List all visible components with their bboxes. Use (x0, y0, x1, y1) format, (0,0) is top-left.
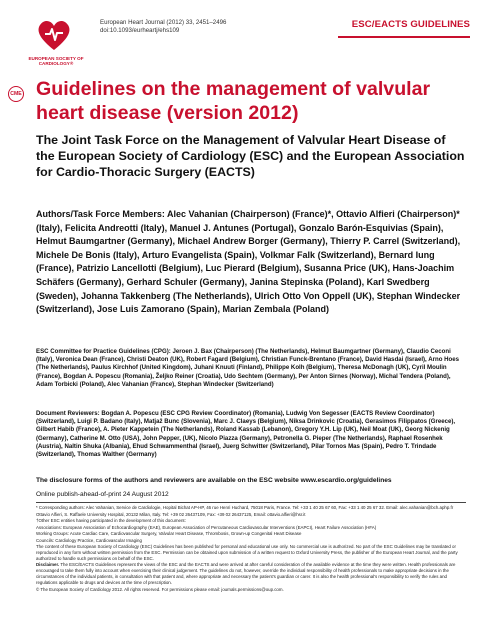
header-rule (338, 36, 470, 38)
doi: doi:10.1093/eurheartj/ehs109 (100, 27, 180, 34)
journal-citation-block (100, 19, 330, 35)
cpg-committee: ESC Committee for Practice Guidelines (CPG): Jeroen J. Bax (Chairperson) (The Netherlands), Helmut Baumgartner (Germany), Claudio Ceconi (Italy), Veronica Dean (France), Christi Deaton (UK), Robert Fagard (Belgium), Christian Funck-Brentano (France), David Hasdai (Israel), Arno Hoes (The Netherlands), Paulus Kirchhof (United Kingdom), Juhani Knuuti (Finland), Philippe Kolh (Belgium), Theresa McDonagh (UK), Cyril Moulin (France), Bogdan A. Popescu (Romania), Željko Reiner (Croatia), Udo Sechtem (Germany), Per Anton Sirnes (Norway), Michal Tendera (Poland), Adam Torbicki (Poland), Alec Vahanian (France), Stephan Windecker (Switzerland) (36, 348, 460, 388)
society-name: EUROPEAN SOCIETY OF CARDIOLOGY® (28, 56, 84, 67)
article-title: Guidelines on the management of valvular heart disease (version 2012) (36, 78, 431, 124)
disclosure-note: The disclosure forms of the authors and reviewers are available on the ESC website www.escardio.org/guidelines (36, 477, 392, 484)
associations-note: Associations: European Association of Echocardiography (EAE), European Association of Percutaneous Cardiovascular Interventions (EAPCI), Heart Failure Association (HFA) (36, 524, 377, 530)
cme-badge-icon: CME (8, 86, 24, 102)
corresponding-author-2: Ottavio Alfieri, S. Raffaele University Hospital, 20132 Milan, Italy. Tel: +39 02 26437109, Fax: +39 02 26437125, Email: ottavio.alfieri@hsr.it (36, 511, 306, 517)
document-reviewers: Document Reviewers: Bogdan A. Popescu (ESC CPG Review Coordinator) (Romania), Ludwig Von Segesser (EACTS Review Coordinator) (Switzerland), Luigi P. Badano (Italy), Matjaž Bunc (Slovenia), Marc J. Claeys (Belgium), Niksa Drinkovic (Croatia), Gerasimos Filippatos (Greece), Gilbert Habib (France), A. Pieter Kappetein (The Netherlands), Roland Kassab (Lebanon), Gregory Y.H. Lip (UK), Neil Moat (UK), Georg Nickenig (Germany), Catherine M. Otto (USA), John Pepper, (UK), Nicolo Piazza (Germany), Petronella G. Pieper (The Netherlands), Raphael Rosenhek (Austria), Naltin Shuka (Albania), Ehud Schwammenthal (Israel), Juerg Schwitter (Switzerland), Pilar Tornos Mas (Spain), Pedro T. Trindade (Switzerland), Thomas Walther (Germany) (36, 410, 456, 459)
footnotes (36, 505, 466, 593)
footnote-divider (36, 502, 466, 503)
journal-citation: European Heart Journal (2012) 33, 2451–2496 (100, 19, 227, 26)
copyright-note: © The European Society of Cardiology 2012. All rights reserved. For permissions please email: journals.permissions@oup.com. (36, 586, 284, 592)
article-subtitle: The Joint Task Force on the Management of Valvular Heart Disease of the European Society of Cardiology (ESC) and the European Association for Cardio-Thoracic Surgery (EACTS) (36, 133, 465, 179)
working-groups-note: Working Groups: Acute Cardiac Care, Cardiovascular Surgery, Valvular Heart Disease, Thrombosis, Grown-up Congenital Heart Disease (36, 531, 302, 536)
other-entities-note: †Other ESC entities having participated in the development of this document: (36, 518, 186, 523)
author-list: Authors/Task Force Members: Alec Vahanian (Chairperson) (France)*, Ottavio Alfieri (Chairperson)* (Italy), Felicita Andreotti (Italy), Manuel J. Antunes (Portugal), Gonzalo Barón-Esquivias (Spain), Helmut Baumgartner (Germany), Michael Andrew Borger (Germany), Thierry P. Carrel (Switzerland), Michele De Bonis (Italy), Arturo Evangelista (Spain), Volkmar Falk (Switzerland), Bernard Iung (France), Patrizio Lancellotti (Belgium), Luc Pierard (Belgium), Susanna Price (UK), Hans-Joachim Schäfers (Germany), Gerhard Schuler (Germany), Janina Stepinska (Poland), Karl Swedberg (Sweden), Johanna Takkenberg (The Netherlands), Ulrich Otto Von Oppell (UK), Stephan Windecker (Switzerland), Jose Luis Zamorano (Spain), Marian Zembala (Poland) (36, 209, 461, 315)
councils-note: Councils: Cardiology Practice, Cardiovascular Imaging (36, 537, 142, 543)
esc-heart-logo-icon (36, 17, 72, 53)
section-label: ESC/EACTS GUIDELINES (351, 19, 470, 30)
online-publish-date: Online publish-ahead-of-print 24 August 2012 (36, 491, 169, 498)
corresponding-author-1: * Corresponding authors: Alec Vahanian, Service de Cardiologie, Hopital Bichat AP-HP, 46 rue Henri Huchard, 75018 Paris, France. Tel: +33 1 40 25 67 60, Fax: +33 1 40 25 67 32. Email: alec.vahanian@bch.aphp.fr (36, 505, 454, 510)
content-notice: The content of these European Society of Cardiology (ESC) Guidelines has been published for personal and educational use only. No commercial use is authorized. No part of the ESC Guidelines may be translated or reproduced in any form without written permission from the ESC. Permission can be obtained upon submission of a written request to Oxford University Press, the publisher of the European Heart Journal, and the party authorized to handle such permissions on behalf of the ESC. (36, 544, 458, 561)
disclaimer-label: Disclaimer. (36, 562, 60, 568)
disclaimer (36, 562, 466, 586)
disclaimer-text: The ESC/EACTS Guidelines represent the views of the ESC and the EACTS and were arrived at after careful consideration of the available evidence at the time they were written. Health professionals are encouraged to take them fully into account when exercising their clinical judgement. The guidelines do not, however, override the individual responsibility of health professionals to make appropriate decisions in the circumstances of the individual patients, in consultation with that patient and, where appropriate and necessary the patient's guardian or carer. It is also the health professional's responsibility to verify the rules and regulations applicable to drugs and devices at the time of prescription. (36, 562, 456, 586)
